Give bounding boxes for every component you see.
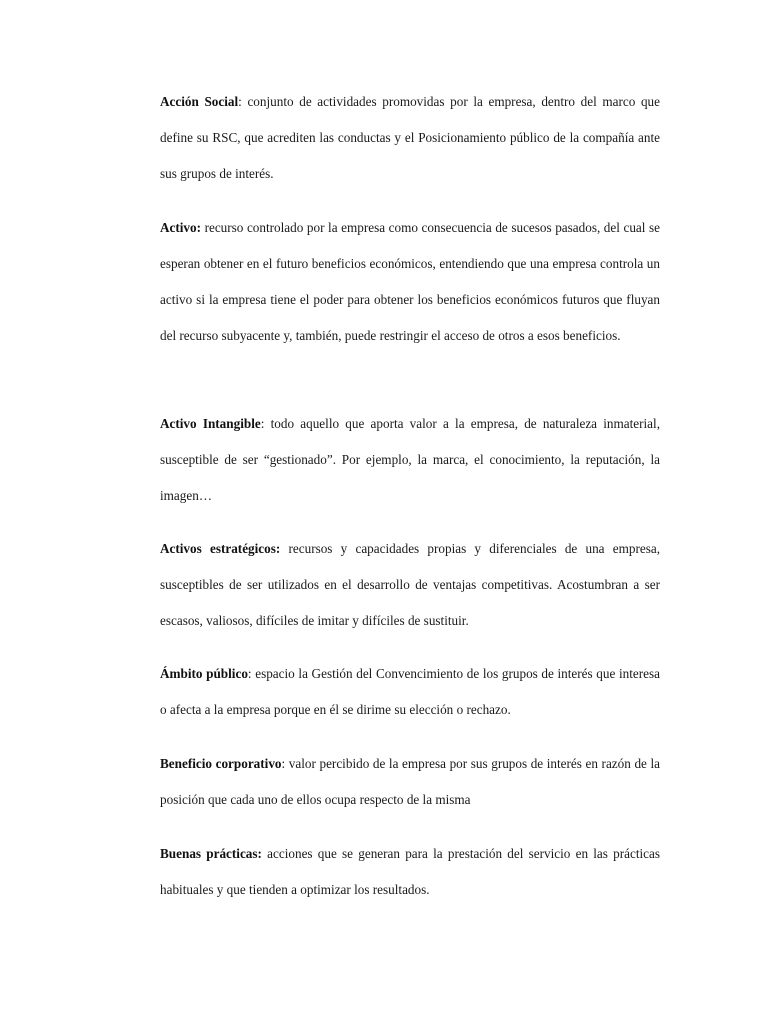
- glossary-term: Activo Intangible: [160, 416, 261, 431]
- glossary-entry-buenas-practicas: [160, 836, 660, 908]
- glossary-entry-activos-estrategicos: [160, 531, 660, 639]
- glossary-definition: : todo aquello que aporta valor a la empresa, de naturaleza inmaterial, susceptible de ser “gestionado”. Por ejemplo, la marca, el conocimiento, la reputación, la imagen…: [160, 416, 660, 503]
- glossary-term: Activos estratégicos:: [160, 541, 281, 556]
- glossary-entry-ambito-publico: [160, 656, 660, 728]
- glossary-definition: recurso controlado por la empresa como consecuencia de sucesos pasados, del cual se esperan obtener en el futuro beneficios económicos, entendiendo que una empresa controla un activo si la empresa tiene el poder para obtener los beneficios económicos futuros que fluyan del recurso subyacente y, también, puede restringir el acceso de otros a esos beneficios.: [160, 220, 660, 343]
- glossary-term: Beneficio corporativo: [160, 756, 282, 771]
- glossary-entry-accion-social: [160, 84, 660, 192]
- glossary-term: Buenas prácticas:: [160, 846, 262, 861]
- glossary-term: Activo:: [160, 220, 202, 235]
- glossary-entry-activo-intangible: [160, 406, 660, 514]
- glossary-definition: acciones que se generan para la prestación del servicio en las prácticas habituales y que tienden a optimizar los resultados.: [160, 846, 660, 897]
- glossary-term: Acción Social: [160, 94, 239, 109]
- glossary-definition: : valor percibido de la empresa por sus grupos de interés en razón de la posición que cada uno de ellos ocupa respecto de la misma: [160, 756, 661, 807]
- glossary-entry-beneficio-corporativo: [160, 746, 660, 818]
- glossary-entry-activo: [160, 210, 660, 354]
- glossary-definition: : conjunto de actividades promovidas por la empresa, dentro del marco que define su RSC, que acrediten las conductas y el Posicionamiento público de la compañía ante sus grupos de interés.: [160, 94, 660, 181]
- glossary-definition: : espacio la Gestión del Convencimiento de los grupos de interés que interesa o afecta a la empresa porque en él se dirime su elección o rechazo.: [160, 666, 660, 717]
- glossary-definition: recursos y capacidades propias y diferenciales de una empresa, susceptibles de ser utilizados en el desarrollo de ventajas competitivas. Acostumbran a ser escasos, valiosos, difíciles de imitar y difíciles de sustituir.: [160, 541, 660, 628]
- glossary-term: Ámbito público: [160, 666, 248, 681]
